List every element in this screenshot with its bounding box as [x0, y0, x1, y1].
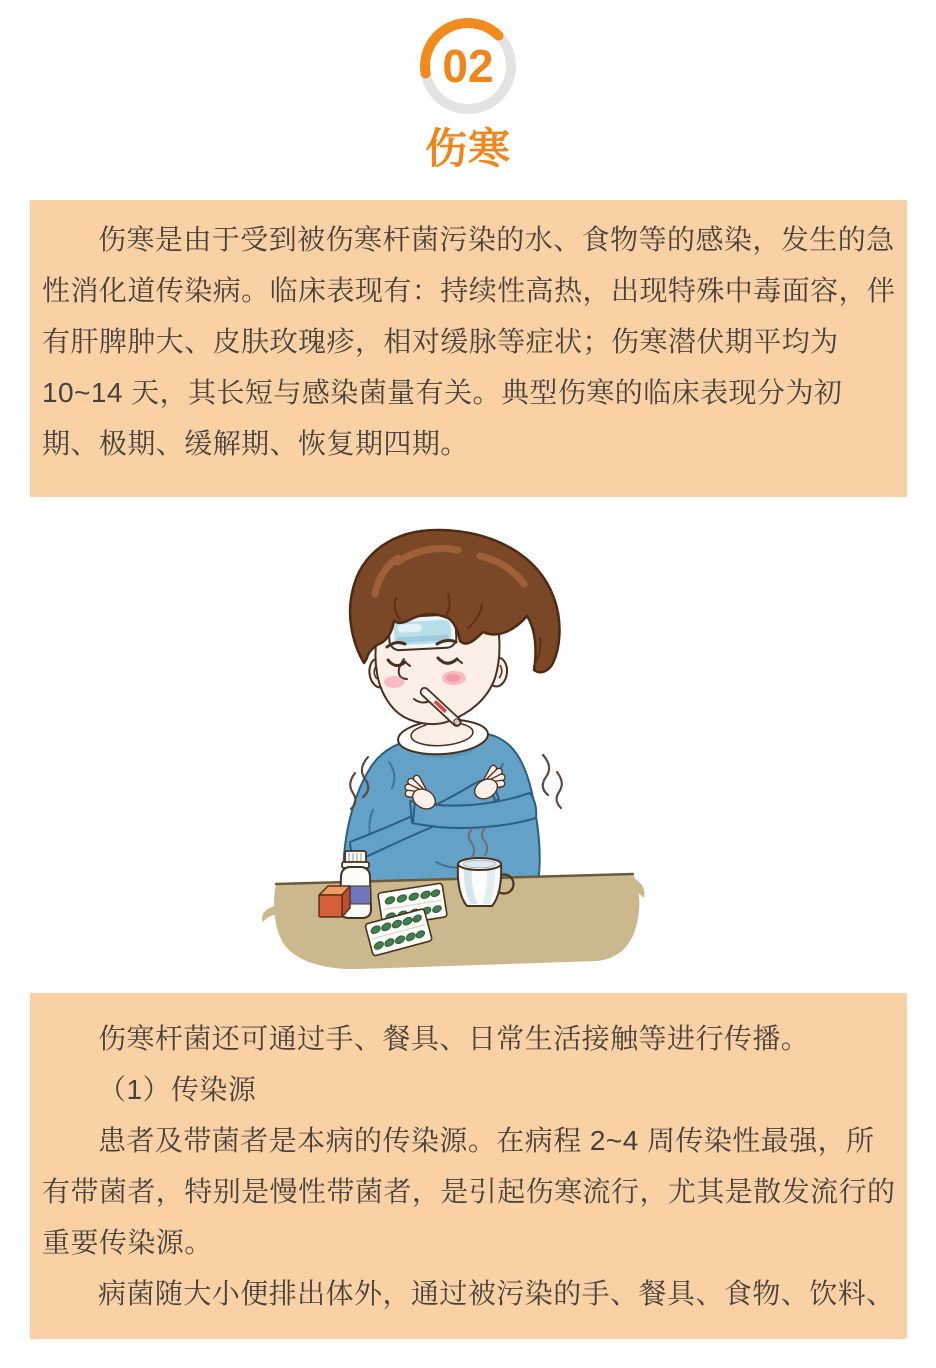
intro-panel	[30, 200, 907, 497]
detail-paragraph: 患者及带菌者是本病的传染源。在病程 2~4 周传染性最强，所有带菌者，特别是慢性带菌者，是引起伤寒流行，尤其是散发流行的重要传染源。	[42, 1125, 896, 1258]
chapter-badge	[420, 17, 516, 114]
table	[262, 874, 644, 969]
intro-paragraph: 伤寒是由于受到被伤寒杆菌污染的水、食物等的感染，发生的急性消化道传染病。临床表现有：持续性高热，出现特殊中毒面容，伴有肝脾肿大、皮肤玫瑰疹，相对缓脉等症状；伤寒潜伏期平均为10~14 天，其长短与感染菌量有关。典型伤寒的临床表现分为初期、极期、缓解期、恢复期四期。	[42, 224, 896, 459]
boy	[344, 530, 562, 883]
detail-panel	[30, 993, 907, 1339]
medicine-box	[319, 886, 350, 917]
detail-paragraph: 伤寒杆菌还可通过手、餐具、日常生活接触等进行传播。	[98, 1023, 810, 1054]
detail-paragraph: 病菌随大小便排出体外，通过被污染的手、餐具、食物、饮料、	[98, 1278, 895, 1309]
chapter-title: 伤寒	[424, 125, 511, 172]
badge-number: 02	[442, 40, 494, 92]
detail-paragraph: （1）传染源	[98, 1074, 257, 1105]
sick-boy-illustration	[240, 510, 710, 990]
